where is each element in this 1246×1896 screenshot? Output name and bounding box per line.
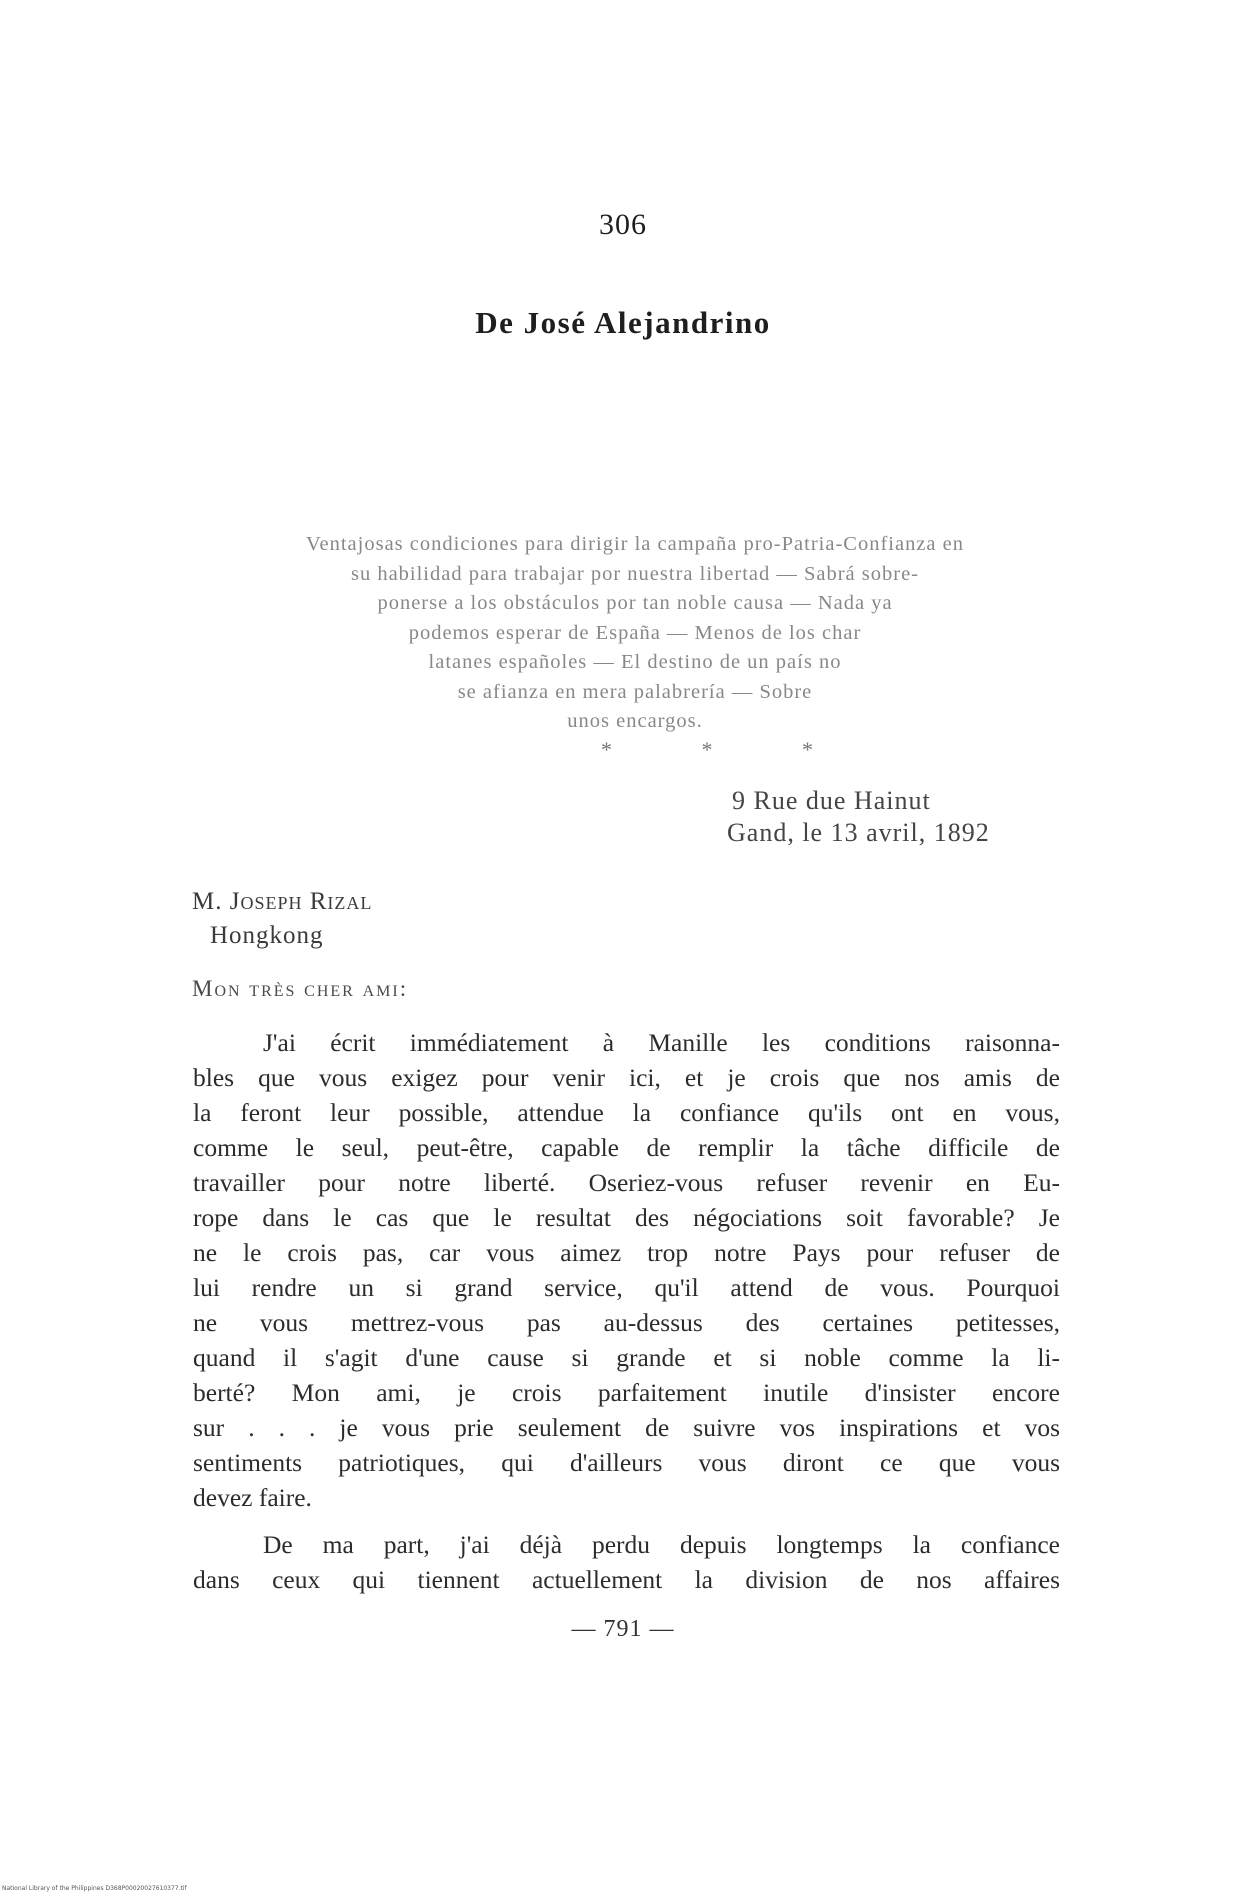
- letter-number: 306: [599, 208, 647, 241]
- recipient-block: [192, 885, 372, 953]
- body-line: rope dans le cas que le resultat des négociations soit favorable? Je: [193, 1203, 1060, 1232]
- letter-title: De José Alejandrino: [475, 305, 771, 340]
- body-line: lui rendre un si grand service, qu'il attend de vous. Pourquoi: [193, 1273, 1060, 1302]
- summary-line: Ventajosas condiciones para dirigir la campaña pro-Patria-Confianza en: [305, 533, 964, 555]
- body-line: sentiments patriotiques, qui d'ailleurs vous diront ce que vous: [193, 1448, 1060, 1477]
- body-line: dans ceux qui tiennent actuellement la division de nos affaires: [193, 1565, 1060, 1594]
- body-line: comme le seul, peut-être, capable de remplir la tâche difficile de: [193, 1133, 1060, 1162]
- recipient-city: Hongkong: [210, 922, 324, 949]
- body-line: sur . . . je vous prie seulement de suivre vos inspirations et vos: [193, 1413, 1060, 1442]
- summary-line: podemos esperar de España — Menos de los char: [408, 621, 862, 644]
- body-line: devez faire.: [193, 1483, 312, 1512]
- section-separator: * * *: [601, 737, 855, 762]
- summary-line: se afianza en mera palabrería — Sobre: [457, 680, 813, 703]
- body-line: ne vous mettrez-vous pas au-dessus des certaines petitesses,: [193, 1308, 1060, 1337]
- body-line: De ma part, j'ai déjà perdu depuis longtemps la confiance: [263, 1530, 1060, 1559]
- page-number: — 791 —: [571, 1616, 675, 1642]
- body-line: travailler pour notre liberté. Oseriez-vous refuser revenir en Eu-: [193, 1168, 1060, 1197]
- body-line: ne le crois pas, car vous aimez trop notre Pays pour refuser de: [193, 1238, 1060, 1267]
- salutation: Mon très cher ami:: [192, 976, 409, 1001]
- body-line: la feront leur possible, attendue la confiance qu'ils ont en vous,: [193, 1098, 1060, 1127]
- summary-line: unos encargos.: [567, 710, 703, 732]
- dateline: [727, 785, 990, 849]
- summary-line: ponerse a los obstáculos por tan noble causa — Nada ya: [377, 592, 893, 614]
- library-stamp: National Library of the Philippines D368P00020027610377.tif: [2, 1885, 187, 1892]
- recipient-name: M. Joseph Rizal: [192, 888, 373, 915]
- body-paragraph: [193, 1025, 1060, 1515]
- place-date: Gand, le 13 avril, 1892: [727, 818, 990, 847]
- body-line: bles que vous exigez pour venir ici, et je crois que nos amis de: [193, 1063, 1060, 1092]
- body-line: quand il s'agit d'une cause si grande et si noble comme la li-: [193, 1343, 1060, 1372]
- body-paragraph: [193, 1527, 1060, 1597]
- letter-summary: [205, 530, 1065, 737]
- summary-line: latanes españoles — El destino de un país no: [428, 651, 842, 673]
- body-line: J'ai écrit immédiatement à Manille les conditions raisonna-: [263, 1028, 1060, 1057]
- sender-address: 9 Rue due Hainut: [732, 786, 931, 815]
- body-line: berté? Mon ami, je crois parfaitement inutile d'insister encore: [193, 1378, 1060, 1407]
- summary-line: su habilidad para trabajar por nuestra libertad — Sabrá sobre-: [350, 562, 920, 585]
- letter-body: [193, 1025, 1060, 1609]
